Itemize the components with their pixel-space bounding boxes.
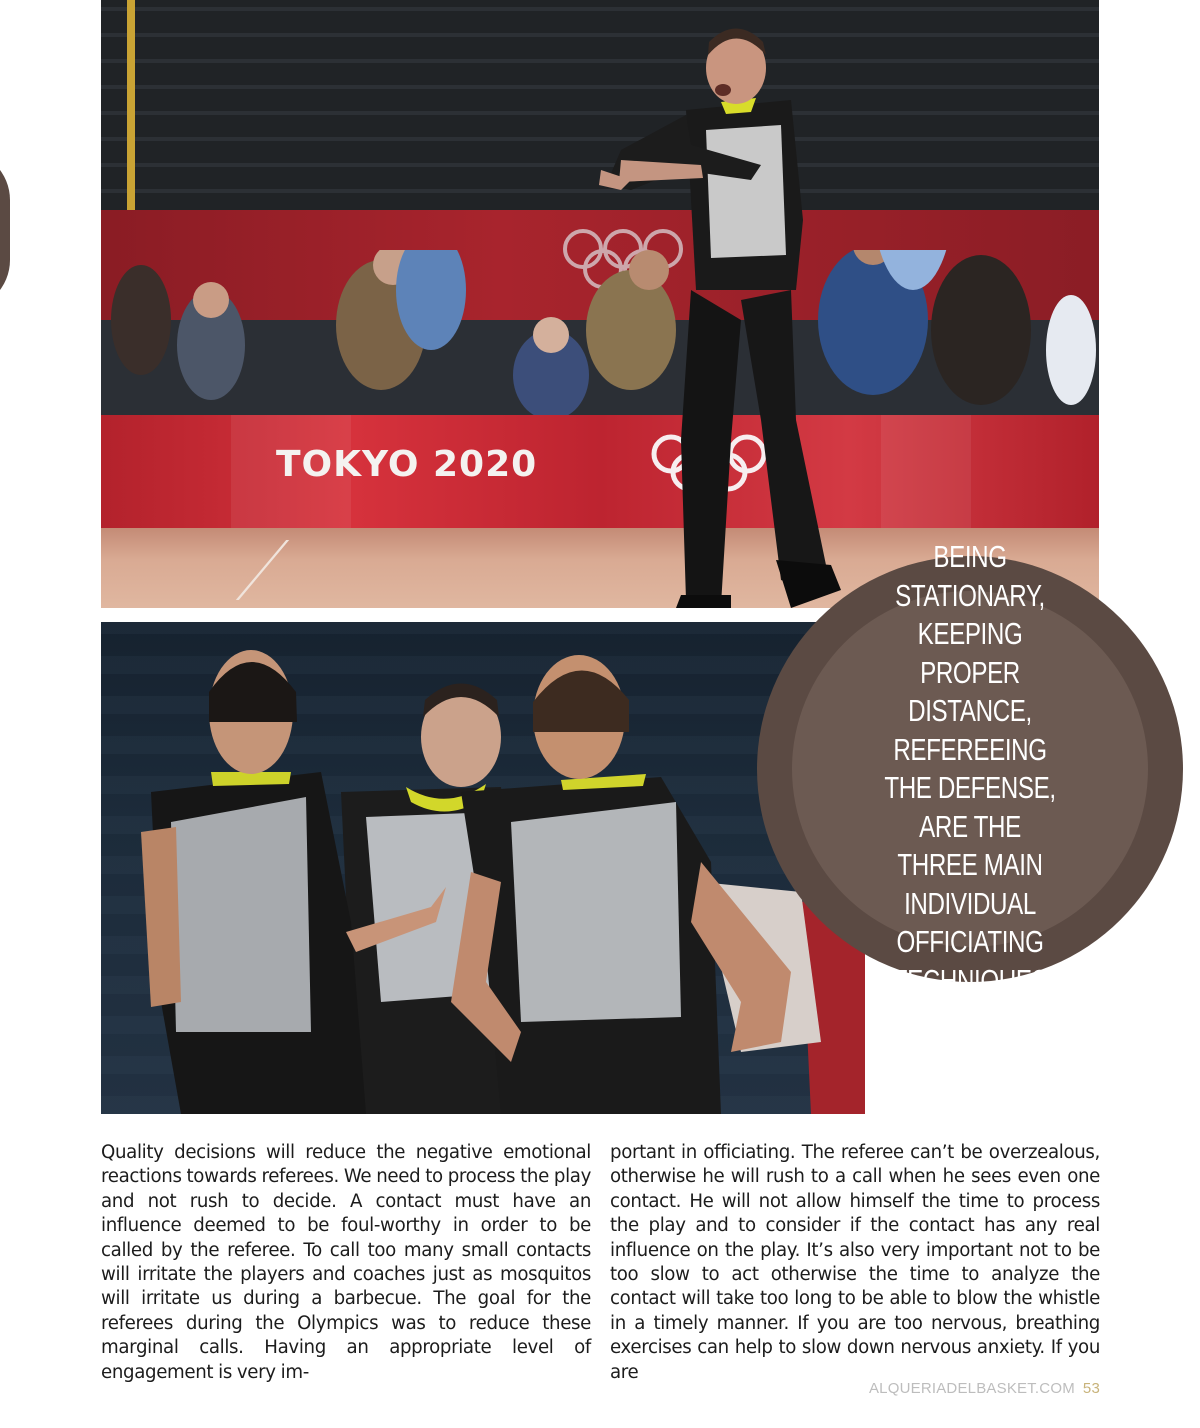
pull-quote-line: THE DEFENSE, ARE THE: [884, 770, 1056, 844]
body-text-right-column: [610, 1141, 1100, 1385]
pull-quote-line: STATIONARY,: [895, 577, 1045, 613]
pull-quote-circle: [757, 539, 1183, 998]
board-graphic: [881, 415, 971, 530]
pull-quote-line: OFFICIATING: [896, 924, 1044, 959]
body-text-left-column: [101, 1141, 591, 1385]
pull-quote-text: [869, 538, 1072, 1000]
stand-pole: [127, 0, 135, 215]
referee-figure: [591, 20, 851, 608]
pull-quote-line: BEING: [933, 539, 1007, 574]
page-number: 53: [1082, 1380, 1100, 1397]
board-text: TOKYO 2020: [276, 444, 538, 485]
pull-quote-line: THREE MAIN INDIVIDUAL: [897, 847, 1043, 921]
page-edge-decoration: [0, 150, 10, 310]
referees-group: [101, 622, 865, 1114]
body-paragraph: Quality decisions will reduce the negative emotional reactions towards referees. We need to process the play and not rush to decide. A contact must have an influence deemed to be foul-worthy in order to be called by the referee. To call too many small contacts will irritate the players and coaches just as mosquitos will irritate us during a barbecue. The goal for the referees during the Olympics was to reduce these marginal calls. Having an appropriate level of engagement is very im-: [101, 1142, 591, 1383]
pull-quote-line: KEEPING PROPER: [917, 616, 1023, 690]
pull-quote-line: TECHNIQUES: [892, 962, 1048, 998]
body-paragraph: portant in officiating. The referee can’t be overzealous, otherwise he will rush to a call when he sees even one contact. He will not allow himself the time to process the play and to consider if the contact has any real influence on the play. It’s also very important not to be too slow to act otherwise the time to analyze the contact will take too long to be able to blow the whistle in a timely manner. If you are too nervous, breathing exercises can help to slow down nervous anxiety. If you are: [610, 1142, 1100, 1383]
photo-referee-signaling: [101, 0, 1099, 608]
photo-referees-conferring: [101, 622, 865, 1114]
pull-quote-line: DISTANCE, REFEREEING: [893, 693, 1047, 767]
footer-website: ALQUERIADELBASKET.COM: [868, 1380, 1075, 1397]
page-footer: [869, 1380, 1100, 1397]
pull-quote-inner-circle: [792, 539, 1148, 998]
